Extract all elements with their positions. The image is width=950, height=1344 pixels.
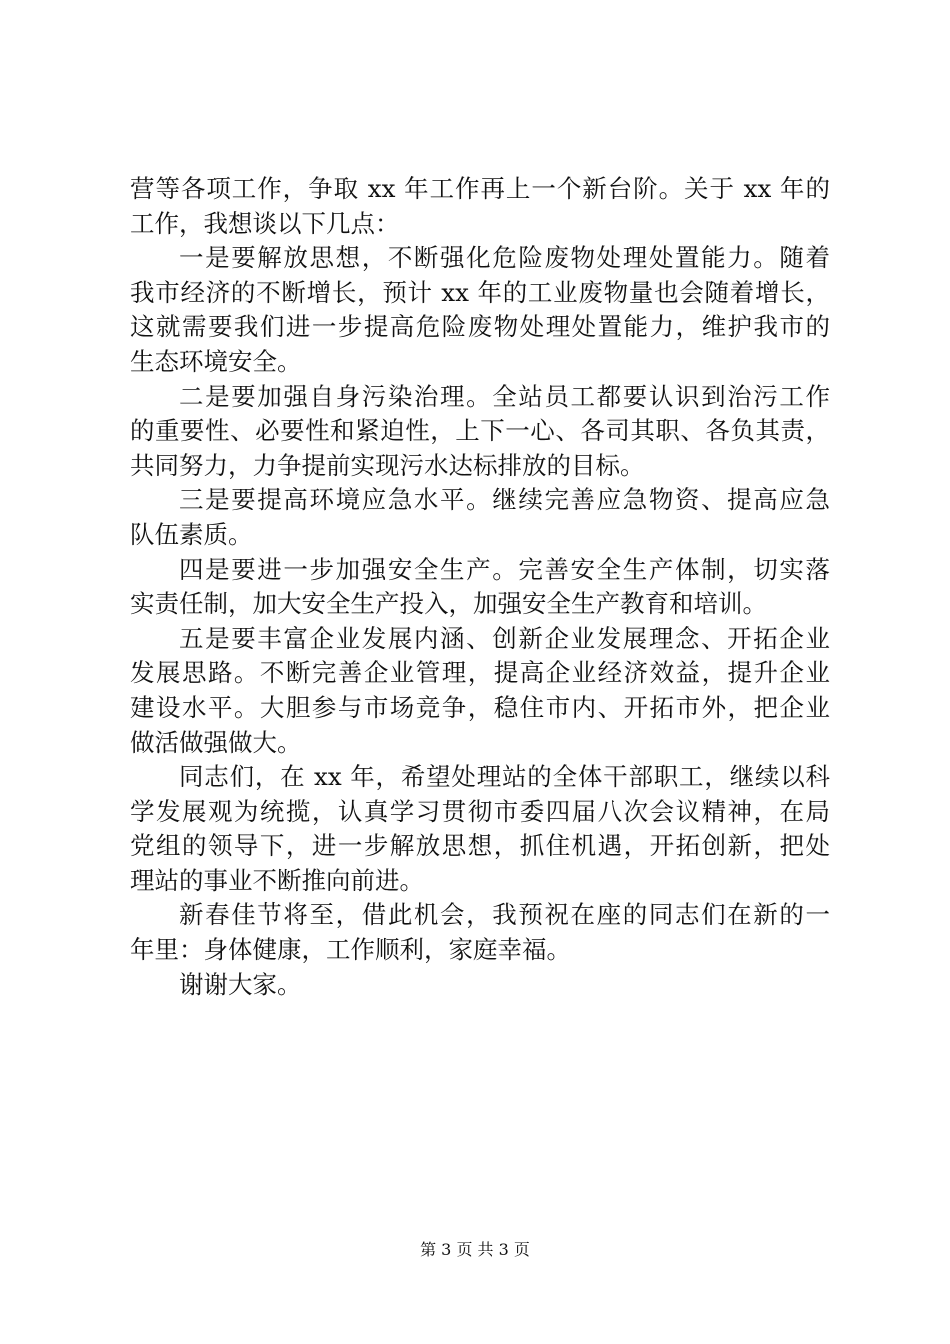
text-line: 做活做强做大。 [130,727,302,757]
text-line: 五是要丰富企业发展内涵、创新企业发展理念、开拓企业 [179,623,830,653]
text-line: 三是要提高环境应急水平。继续完善应急物资、提高应急 [179,485,830,515]
text-line: 党组的领导下，进一步解放思想，抓住机遇，开拓创新，把处 [130,831,830,861]
text-line: 四是要进一步加强安全生产。完善安全生产体制，切实落 [179,554,830,584]
text-line: 一是要解放思想，不断强化危险废物处理处置能力。随着 [179,243,830,273]
text-line: 发展思路。不断完善企业管理，提高企业经济效益，提升企业 [130,658,830,688]
text-line: 同志们，在 xx 年，希望处理站的全体干部职工，继续以科 [179,762,830,792]
text-line: 的重要性、必要性和紧迫性，上下一心、各司其职、各负其责， [130,416,830,446]
text-line: 年里：身体健康，工作顺利，家庭幸福。 [130,935,571,965]
text-line: 共同努力，力争提前实现污水达标排放的目标。 [130,450,645,480]
text-line: 这就需要我们进一步提高危险废物处理处置能力，维护我市的 [130,312,830,342]
text-line: 我市经济的不断增长，预计 xx 年的工业废物量也会随着增长， [130,277,830,307]
text-line: 二是要加强自身污染治理。全站员工都要认识到治污工作 [179,381,830,411]
text-line: 队伍素质。 [130,519,253,549]
text-line: 生态环境安全。 [130,346,302,376]
document-body [130,172,830,1002]
text-line: 建设水平。大胆参与市场竞争，稳住市内、开拓市外，把企业 [130,692,830,722]
text-line: 谢谢大家。 [179,969,302,999]
text-line: 学发展观为统揽，认真学习贯彻市委四届八次会议精神，在局 [130,796,830,826]
page-footer: 第 3 页 共 3 页 [420,1240,530,1259]
text-line: 营等各项工作，争取 xx 年工作再上一个新台阶。关于 xx 年的 [130,174,830,203]
text-line: 实责任制，加大安全生产投入，加强安全生产教育和培训。 [130,589,767,619]
text-line: 工作，我想谈以下几点： [130,208,400,238]
text-line: 理站的事业不断推向前进。 [130,865,424,895]
text-line: 新春佳节将至，借此机会，我预祝在座的同志们在新的一 [179,900,830,930]
